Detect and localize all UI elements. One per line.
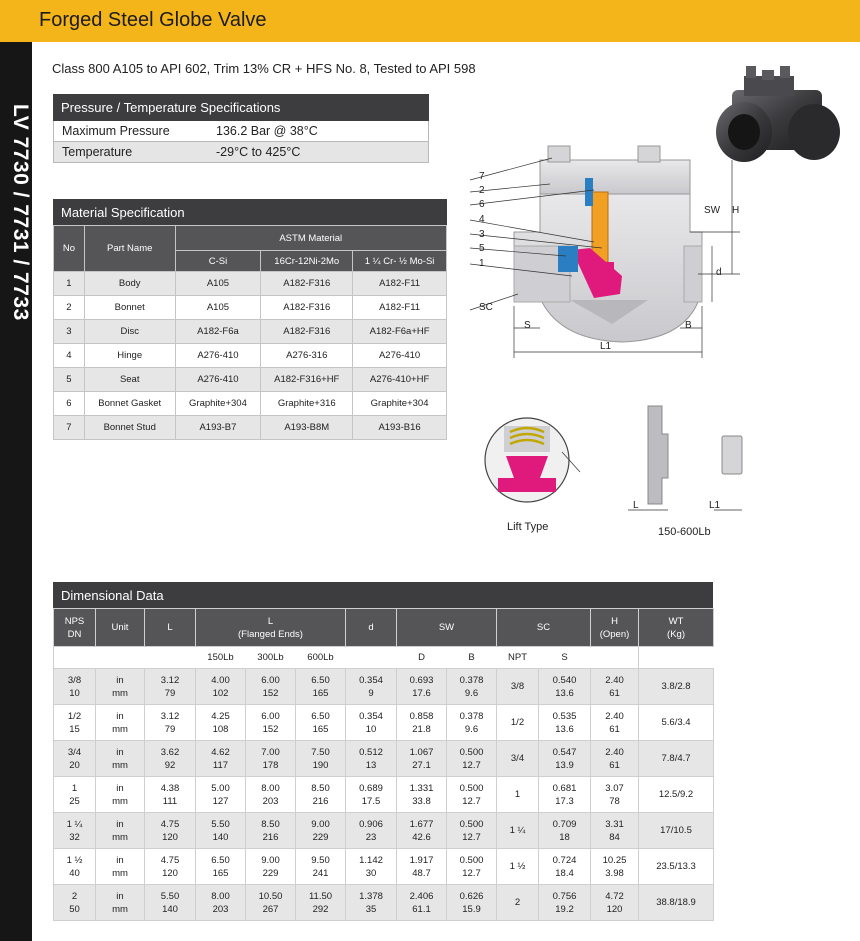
callout-2: 2 [479, 185, 485, 196]
table-cell: 3 [54, 320, 85, 344]
table-cell: 5.00 127 [196, 777, 246, 813]
sub-sc-npt: NPT [497, 647, 539, 669]
table-cell: 0.500 12.7 [447, 813, 497, 849]
table-cell: Graphite+304 [353, 392, 447, 416]
col-csi-header: C-Si [175, 251, 261, 272]
callout-sw: SW [704, 205, 721, 216]
table-cell: 0.906 23 [346, 813, 397, 849]
dimension-table-title: Dimensional Data [53, 582, 713, 608]
title-bar [0, 0, 860, 42]
table-cell: 4.25 108 [196, 705, 246, 741]
table-cell: 0.354 10 [346, 705, 397, 741]
table-cell: 1.067 27.1 [397, 741, 447, 777]
table-row [54, 705, 714, 741]
table-cell: A182-F316 [261, 296, 353, 320]
table-cell: 6.50 165 [296, 705, 346, 741]
table-cell: 6.50 165 [296, 669, 346, 705]
table-cell: 3/8 10 [54, 669, 96, 705]
table-cell: 5 [54, 368, 85, 392]
table-cell: A182-F6a [175, 320, 261, 344]
side-bar [0, 42, 32, 941]
table-cell: A105 [175, 272, 261, 296]
table-cell: A276-410+HF [353, 368, 447, 392]
page-title: Forged Steel Globe Valve [39, 9, 267, 31]
table-cell: 1.917 48.7 [397, 849, 447, 885]
sub-sw-b: B [447, 647, 497, 669]
table-cell: 9.00 229 [246, 849, 296, 885]
table-cell: Bonnet [84, 296, 175, 320]
table-cell: 4.38 111 [145, 777, 196, 813]
table-cell: 0.693 17.6 [397, 669, 447, 705]
material-specification-table [53, 199, 447, 440]
material-table-title: Material Specification [53, 199, 447, 225]
table-cell: in mm [96, 885, 145, 921]
table-cell: in mm [96, 669, 145, 705]
table-cell: 2.40 61 [591, 741, 639, 777]
table-cell: 6.00 152 [246, 705, 296, 741]
callout-s: S [524, 320, 531, 331]
table-cell: 1.378 35 [346, 885, 397, 921]
table-cell: 0.626 15.9 [447, 885, 497, 921]
table-cell: 7 [54, 416, 85, 440]
col-astm-header: ASTM Material [175, 226, 446, 251]
col-h-header: H (Open) [591, 609, 639, 647]
table-cell: A182-F316 [261, 272, 353, 296]
table-cell: Bonnet Gasket [84, 392, 175, 416]
table-cell: 1 ¼ 32 [54, 813, 96, 849]
table-cell: 5.50 140 [145, 885, 196, 921]
table-cell: 1 [54, 272, 85, 296]
table-cell: 2 50 [54, 885, 96, 921]
col-nps-header: NPS DN [54, 609, 96, 647]
table-cell: 0.512 13 [346, 741, 397, 777]
table-cell: 2 [497, 885, 539, 921]
col-unit-header: Unit [96, 609, 145, 647]
table-cell: in mm [96, 849, 145, 885]
table-cell: 11.50 292 [296, 885, 346, 921]
col-flanged-header: L (Flanged Ends) [196, 609, 346, 647]
callout-1: 1 [479, 258, 485, 269]
sub-sc-s: S [539, 647, 591, 669]
table-cell: 4.62 117 [196, 741, 246, 777]
table-cell: 9.50 241 [296, 849, 346, 885]
lift-type-diagram [482, 412, 582, 512]
table-cell: 3/8 [497, 669, 539, 705]
row-value: 136.2 Bar @ 38°C [216, 124, 318, 138]
table-cell: 3/4 [497, 741, 539, 777]
table-row [54, 885, 714, 921]
valve-body [514, 146, 702, 342]
table-cell: A193-B8M [261, 416, 353, 440]
flange-ends-diagram [628, 404, 758, 514]
table-cell: A182-F316+HF [261, 368, 353, 392]
callout-sc: SC [479, 302, 493, 313]
row-value: -29°C to 425°C [216, 145, 301, 159]
table-cell: 6.50 165 [196, 849, 246, 885]
table-cell: 0.500 12.7 [447, 777, 497, 813]
table-cell: Graphite+304 [175, 392, 261, 416]
table-cell: 0.681 17.3 [539, 777, 591, 813]
table-cell: 2.40 61 [591, 705, 639, 741]
table-row [54, 741, 714, 777]
callout-3: 3 [479, 229, 485, 240]
sub-600lb: 600Lb [296, 647, 346, 669]
table-cell: 4.75 120 [145, 849, 196, 885]
model-number-label: LV 7730 / 7731 / 7733 [9, 104, 32, 321]
table-cell: 0.354 9 [346, 669, 397, 705]
table-cell: 0.378 9.6 [447, 705, 497, 741]
table-row [54, 669, 714, 705]
table-cell: 0.547 13.9 [539, 741, 591, 777]
table-cell: Hinge [84, 344, 175, 368]
sub-300lb: 300Lb [246, 647, 296, 669]
row-label: Temperature [62, 145, 133, 159]
table-cell: Body [84, 272, 175, 296]
table-cell: 6.00 152 [246, 669, 296, 705]
table-cell: 2.40 61 [591, 669, 639, 705]
table-cell: 0.756 19.2 [539, 885, 591, 921]
col-no-header: No [54, 226, 85, 272]
callout-7: 7 [479, 171, 485, 182]
col-sc-header: SC [497, 609, 591, 647]
table-cell: 1.331 33.8 [397, 777, 447, 813]
table-cell: 10.25 3.98 [591, 849, 639, 885]
table-cell: A182-F11 [353, 272, 447, 296]
valve-spec-subtitle: Class 800 A105 to API 602, Trim 13% CR + HFS No. 8, Tested to API 598 [52, 61, 476, 76]
valve-photo [716, 66, 840, 162]
table-row [54, 813, 714, 849]
flange-dim-l: L [633, 500, 639, 511]
table-cell: A193-B16 [353, 416, 447, 440]
pressure-temperature-table [53, 94, 429, 163]
col-f11-header: 1 ¼ Cr- ½ Mo-Si [353, 251, 447, 272]
table-cell: A276-410 [175, 368, 261, 392]
table-cell: 1/2 [497, 705, 539, 741]
table-row [54, 392, 447, 416]
flange-class-label: 150-600Lb [658, 526, 711, 538]
table-cell: 0.858 21.8 [397, 705, 447, 741]
table-cell: in mm [96, 741, 145, 777]
table-cell: 1 ½ 40 [54, 849, 96, 885]
table-cell: Seat [84, 368, 175, 392]
table-cell: 0.540 13.6 [539, 669, 591, 705]
callout-5: 5 [479, 243, 485, 254]
table-cell: 0.724 18.4 [539, 849, 591, 885]
table-cell: 3.12 79 [145, 669, 196, 705]
row-label: Maximum Pressure [62, 124, 170, 138]
col-sw-header: SW [397, 609, 497, 647]
pressure-table-title: Pressure / Temperature Specifications [53, 94, 429, 121]
table-row [54, 272, 447, 296]
callout-4: 4 [479, 214, 485, 225]
table-cell: 12.5/9.2 [639, 777, 714, 813]
callout-d: d [716, 267, 722, 278]
table-cell: in mm [96, 813, 145, 849]
sub-sw-d: D [397, 647, 447, 669]
table-cell: 2 [54, 296, 85, 320]
table-cell: 8.00 203 [246, 777, 296, 813]
table-cell: 5.6/3.4 [639, 705, 714, 741]
table-row [54, 296, 447, 320]
table-cell: 7.00 178 [246, 741, 296, 777]
table-cell: 6 [54, 392, 85, 416]
table-cell: 1.142 30 [346, 849, 397, 885]
table-cell: 10.50 267 [246, 885, 296, 921]
table-cell: 4.00 102 [196, 669, 246, 705]
table-cell: 3.31 84 [591, 813, 639, 849]
table-cell: A182-F316 [261, 320, 353, 344]
callout-l1: L1 [600, 341, 612, 352]
table-cell: 1/2 15 [54, 705, 96, 741]
table-row [54, 320, 447, 344]
table-cell: 3.12 79 [145, 705, 196, 741]
valve-section-diagram [462, 62, 852, 372]
table-cell: A105 [175, 296, 261, 320]
table-cell: 2.406 61.1 [397, 885, 447, 921]
table-cell: A276-410 [353, 344, 447, 368]
table-cell: 0.709 18 [539, 813, 591, 849]
table-cell: A276-410 [175, 344, 261, 368]
table-cell: 23.5/13.3 [639, 849, 714, 885]
table-cell: 9.00 229 [296, 813, 346, 849]
table-cell: 1 [497, 777, 539, 813]
table-cell: 8.50 216 [246, 813, 296, 849]
table-cell: 3.07 78 [591, 777, 639, 813]
callout-b: B [685, 320, 692, 331]
table-cell: 1 ¼ [497, 813, 539, 849]
table-cell: 1 ½ [497, 849, 539, 885]
table-cell: Disc [84, 320, 175, 344]
sub-150lb: 150Lb [196, 647, 246, 669]
table-cell: 17/10.5 [639, 813, 714, 849]
table-cell: Bonnet Stud [84, 416, 175, 440]
table-cell: 7.50 190 [296, 741, 346, 777]
table-cell: 3.8/2.8 [639, 669, 714, 705]
table-row [54, 777, 714, 813]
lift-type-label: Lift Type [507, 521, 549, 533]
table-cell: 38.8/18.9 [639, 885, 714, 921]
dimensional-data-table [53, 582, 713, 921]
table-cell: 0.689 17.5 [346, 777, 397, 813]
col-wt-header: WT (Kg) [639, 609, 714, 647]
col-l-header: L [145, 609, 196, 647]
flange-dim-l1: L1 [709, 500, 721, 511]
table-cell: 7.8/4.7 [639, 741, 714, 777]
table-row [54, 416, 447, 440]
table-cell: 1 25 [54, 777, 96, 813]
table-cell: Graphite+316 [261, 392, 353, 416]
table-row [54, 344, 447, 368]
table-cell: A182-F6a+HF [353, 320, 447, 344]
table-cell: 3.62 92 [145, 741, 196, 777]
table-cell: A276-316 [261, 344, 353, 368]
table-cell: in mm [96, 777, 145, 813]
table-cell: 4.72 120 [591, 885, 639, 921]
table-cell: 8.00 203 [196, 885, 246, 921]
table-row [53, 121, 429, 142]
table-row [54, 368, 447, 392]
table-row [54, 849, 714, 885]
table-cell: A193-B7 [175, 416, 261, 440]
table-cell: 3/4 20 [54, 741, 96, 777]
col-part-header: Part Name [84, 226, 175, 272]
table-cell: A182-F11 [353, 296, 447, 320]
table-cell: 1.677 42.6 [397, 813, 447, 849]
table-cell: in mm [96, 705, 145, 741]
table-cell: 0.535 13.6 [539, 705, 591, 741]
table-cell: 8.50 216 [296, 777, 346, 813]
col-d-header: d [346, 609, 397, 647]
col-316-header: 16Cr-12Ni-2Mo [261, 251, 353, 272]
callout-6: 6 [479, 199, 485, 210]
table-cell: 0.378 9.6 [447, 669, 497, 705]
table-cell: 4 [54, 344, 85, 368]
table-cell: 0.500 12.7 [447, 849, 497, 885]
table-cell: 4.75 120 [145, 813, 196, 849]
table-cell: 5.50 140 [196, 813, 246, 849]
table-row [53, 142, 429, 163]
table-cell: 0.500 12.7 [447, 741, 497, 777]
callout-h: H [732, 205, 740, 216]
